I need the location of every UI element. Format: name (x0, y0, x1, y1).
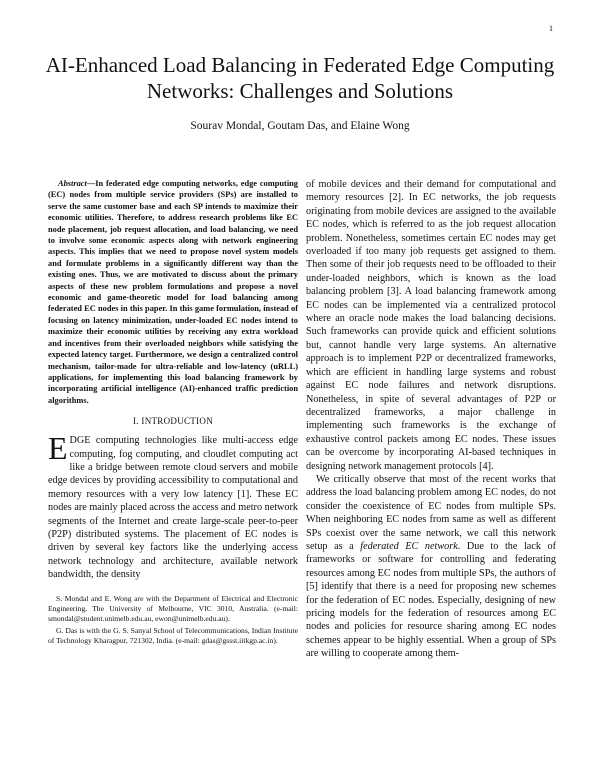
intro-paragraph-1-text: DGE computing technologies like multi-access edge computing, fog computing, and cloudlet computing act like a bridge between remote cloud servers and mobile edge devices by providing accessibility to computational and memory resources with a very low latency [1]. These EC nodes are mainly placed across the access and metro network segments of the Internet and create large-scale peer-to-peer (P2P) distributed systems. The placement of EC nodes is driven by several key factors like the underlying access network technology and architecture, available network bandwidth, the density (48, 435, 298, 581)
intro-paragraph-1-continued: of mobile devices and their demand for computational and memory resources [2]. In EC networks, the job requests originating from mobile devices are assigned to the available EC nodes, which is referred to as the job request allocation problem. Nonetheless, sometimes certain EC nodes may get overloaded if too many job requests get assigned to them. Then some of their job requests need to be offloaded to their under-loaded neighbors, which is known as the load balancing problem [3]. A load balancing framework among EC nodes can be implemented via a centralized protocol where an oracle node makes the load balancing decisions. Such frameworks can provide quick and efficient solutions but, cannot handle very large systems. An alternative approach is to implement P2P or decentralized frameworks, which are efficient in handling large systems and robust against EC node failures and network disruptions. Nonetheless, in spite of several advantages of P2P or decentralized frameworks, a major challenge in implementing such frameworks is the exchange of exhaustive control packets among EC nodes. These issues can be overcome by incorporating AI-based techniques in designing network management protocols [4]. (306, 179, 556, 472)
intro-paragraph-1 (48, 430, 298, 581)
footnote-affiliation-2: G. Das is with the G. S. Sanyal School of Telecommunications, Indian Institute of Technology Kharagpur, 721302, India. (e-mail: gdas@gssst.iitkgp.ac.in). (48, 625, 298, 645)
abstract-text: —In federated edge computing networks, edge computing (EC) nodes from multiple service providers (SPs) are installed to serve the same customer base and each SP intends to maximize their economic utilities. Therefore, to address research problems like EC node placement, job request allocation, and load balancing, we need to involve some economic aspects along with network engineering aspects. This implies that we need to propose novel system models and formulate problems in a significantly different way than the existing ones. Thus, we are motivated to discuss about the primary aspects of these new problem formulations and propose a novel economic and game-theoretic model for load balancing among federated EC nodes in this paper. In this game formulation, instead of focusing on latency minimization, under-loaded EC nodes intend to maximize their economic utilities by receiving any extra workload and incentives from their overloaded neighbors while satisfying the expected latency target. Furthermore, we design a centralized control mechanism, tailor-made for ultra-reliable and low-latency (uRLL) applications, for implementing this load balancing framework by incorporating artificial intelligence (AI)-enhanced traffic prediction algorithms. (48, 179, 298, 405)
footnote-affiliation-1: S. Mondal and E. Wong are with the Department of Electrical and Electronic Engineering, The University of Melbourne, VIC 3010, Australia. (e-mail: smondal@student.unimelb.edu.au, ewon@unimelb.edu.au). (48, 593, 298, 623)
abstract-label: Abstract (58, 179, 87, 188)
author-list: Sourav Mondal, Goutam Das, and Elaine Wong (190, 120, 410, 132)
intro-paragraph-2-start: We critically observe that most of the recent works that address the load balancing problem among EC nodes, do not consider the coexistence of EC nodes from multiple SPs. When neighboring EC nodes from same as well as different SPs coexist over the same network, we call this network setup as a (306, 473, 556, 552)
federated-ec-network-term: federated EC network (360, 540, 458, 552)
intro-paragraph-2-rest: . Due to the lack of frameworks or software for controlling and federating resources among EC nodes from multiple SPs, the authors of [5] identify that there is a need for proposing new schemes for the federation of EC nodes. Especially, designing of new pricing models for the federation of resources among EC nodes and policies for resource sharing among EC nodes schemes appear to be highly essential. When a group of SPs are willing to cooperate among them- (306, 540, 557, 660)
author-footnotes (48, 594, 298, 646)
abstract (48, 178, 298, 406)
drop-cap-letter: E (48, 430, 68, 467)
section-heading-introduction: I. INTRODUCTION (133, 416, 213, 427)
intro-paragraph-2 (306, 473, 556, 661)
page-number: 1 (549, 24, 553, 33)
paper-title: AI-Enhanced Load Balancing in Federated Edge Computing Networks: Challenges and Solutions (45, 53, 555, 103)
right-column (306, 178, 556, 661)
left-column (48, 178, 298, 648)
